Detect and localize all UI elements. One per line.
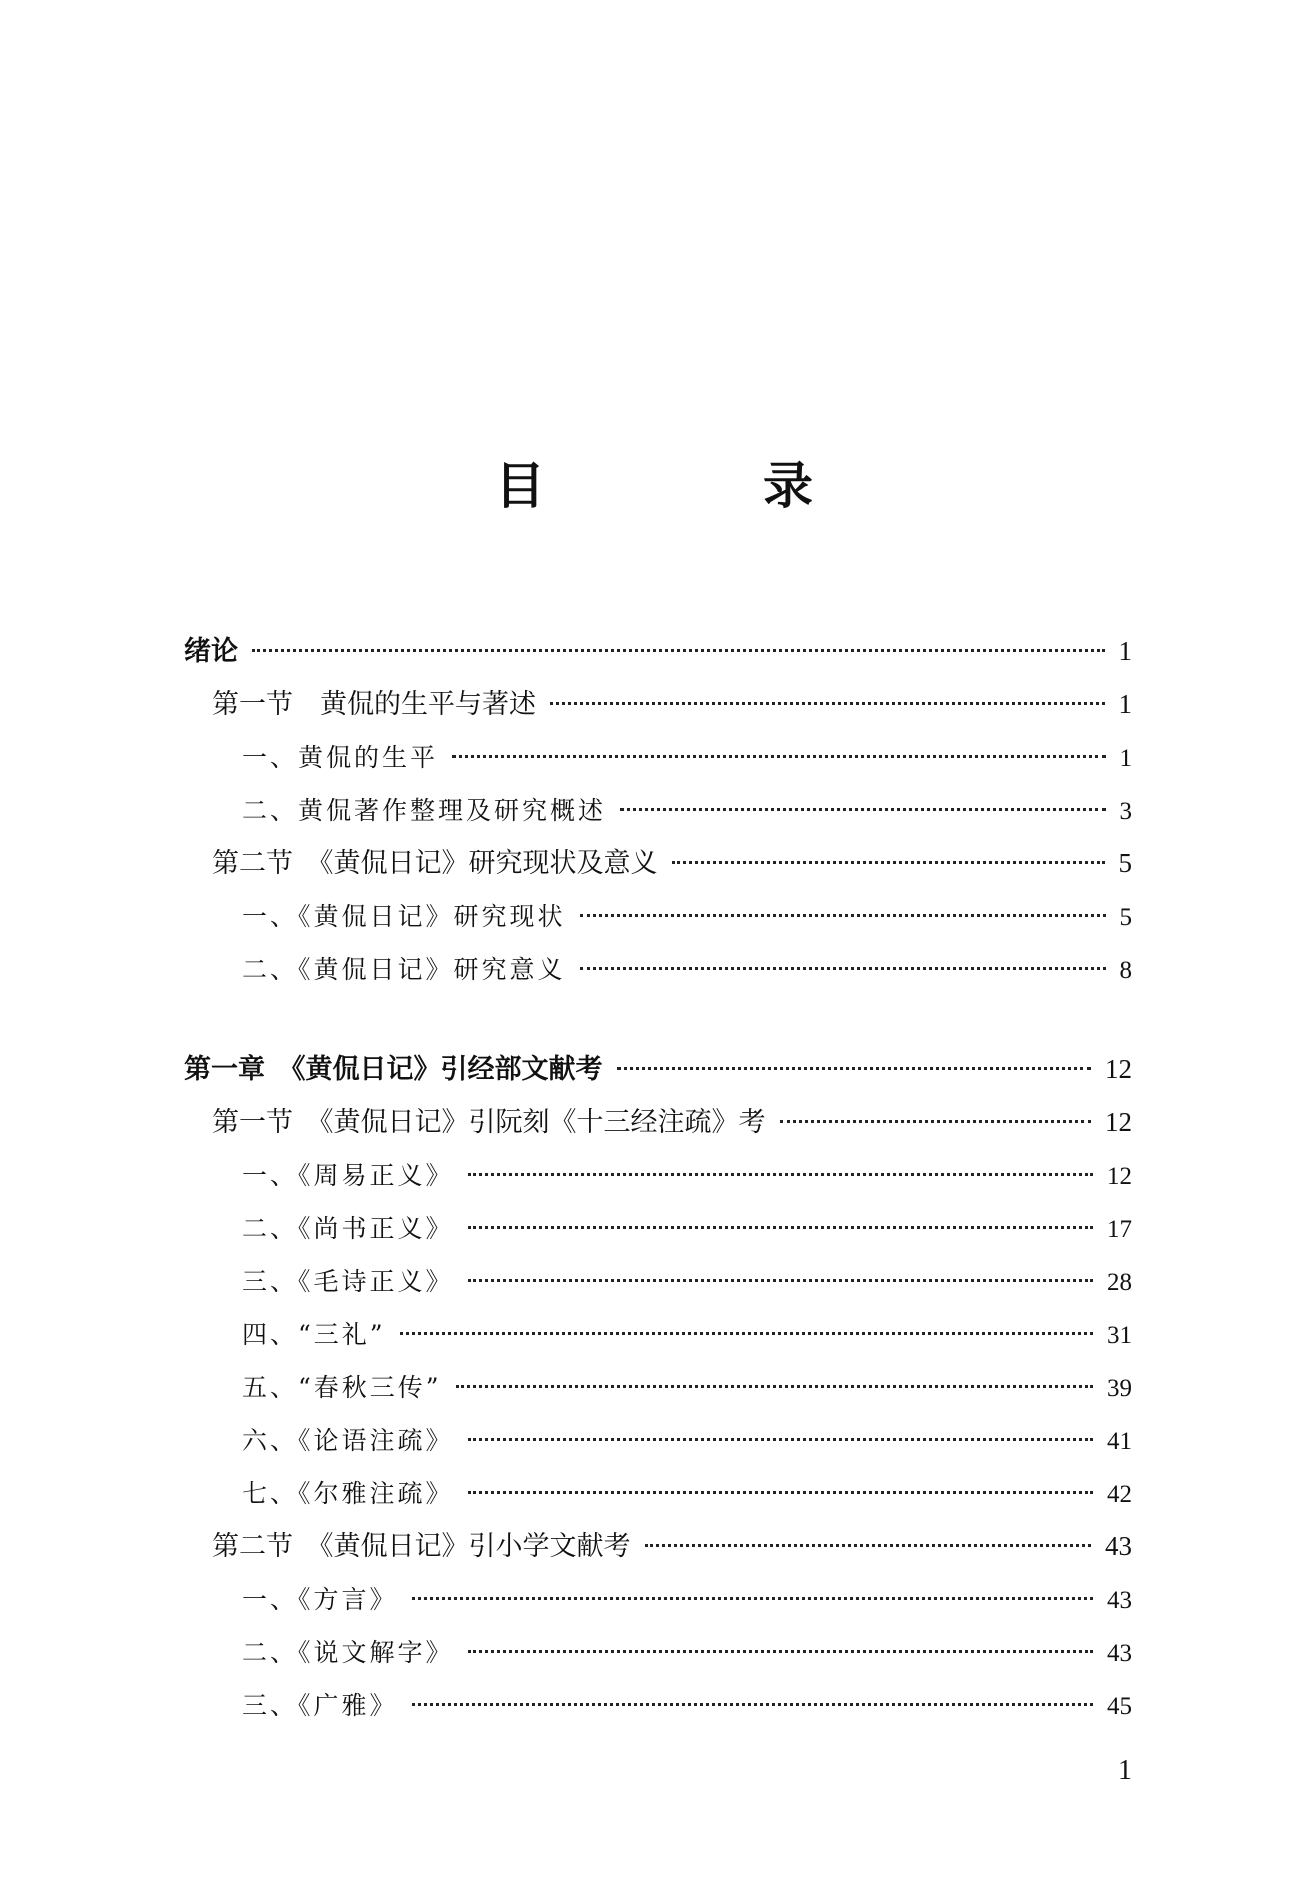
- toc-entry-page: 43: [1107, 1587, 1132, 1614]
- dot-leader: [672, 861, 1105, 864]
- toc-entry-page: 1: [1118, 689, 1132, 719]
- toc-entry-title: 三、《毛诗正义》: [242, 1267, 454, 1296]
- toc-entry-title: 第二节 《黄侃日记》研究现状及意义: [212, 848, 658, 879]
- dot-leader: [617, 1067, 1092, 1070]
- toc-entry[interactable]: [184, 1043, 1132, 1096]
- toc-entry-page: 42: [1107, 1481, 1132, 1508]
- toc-entry-title: 三、《广雅》: [242, 1691, 398, 1720]
- toc-entry-title: 第一节 黄侃的生平与著述: [212, 689, 536, 720]
- dot-leader: [468, 1438, 1093, 1441]
- toc-entry-page: 12: [1105, 1107, 1132, 1137]
- toc-entry-page: 1: [1118, 636, 1132, 666]
- toc-entry-title: 第二节 《黄侃日记》引小学文献考: [212, 1531, 631, 1562]
- page-title: 目 录: [495, 457, 897, 515]
- dot-leader: [412, 1703, 1093, 1706]
- toc-entry-page: 8: [1119, 957, 1132, 984]
- page-number: 1: [1118, 1755, 1132, 1786]
- toc-section: [184, 1043, 1132, 1732]
- dot-leader: [580, 914, 1106, 917]
- toc-entry-title: 二、黄侃著作整理及研究概述: [242, 796, 607, 825]
- toc-entry-page: 3: [1119, 798, 1132, 825]
- toc-entry[interactable]: [184, 1414, 1132, 1467]
- dot-leader: [645, 1544, 1092, 1547]
- toc-entry-title: 绪论: [184, 636, 238, 667]
- toc-entry-title: 五、“春秋三传”: [242, 1373, 442, 1402]
- toc-entry-title: 一、《周易正义》: [242, 1161, 454, 1190]
- toc-entry[interactable]: [184, 1520, 1132, 1573]
- dot-leader: [456, 1385, 1093, 1388]
- toc-entry[interactable]: [184, 943, 1132, 996]
- toc-entry-page: 5: [1118, 848, 1132, 878]
- toc-entry[interactable]: [184, 625, 1132, 678]
- toc-entry-page: 1: [1119, 745, 1132, 772]
- dot-leader: [252, 649, 1105, 652]
- toc-entry[interactable]: [184, 784, 1132, 837]
- toc-entry-page: 41: [1107, 1428, 1132, 1455]
- toc-entry-page: 12: [1107, 1163, 1132, 1190]
- toc-entry-title: 二、《尚书正义》: [242, 1214, 454, 1243]
- toc-entry[interactable]: [184, 890, 1132, 943]
- dot-leader: [550, 702, 1105, 705]
- toc-entry-title: 第一节 《黄侃日记》引阮刻《十三经注疏》考: [212, 1107, 766, 1138]
- dot-leader: [468, 1491, 1093, 1494]
- toc-entry-title: 一、黄侃的生平: [242, 743, 439, 772]
- toc-entry[interactable]: [184, 1202, 1132, 1255]
- toc-entry-title: 六、《论语注疏》: [242, 1426, 454, 1455]
- toc-entry[interactable]: [184, 1255, 1132, 1308]
- toc-entry-title: 七、《尔雅注疏》: [242, 1479, 454, 1508]
- dot-leader: [468, 1279, 1093, 1282]
- toc-entry[interactable]: [184, 1573, 1132, 1626]
- toc-entry[interactable]: [184, 1361, 1132, 1414]
- toc-entry-page: 28: [1107, 1269, 1132, 1296]
- toc-entry-title: 一、《黄侃日记》研究现状: [242, 902, 566, 931]
- toc-entry-title: 四、“三礼”: [242, 1320, 386, 1349]
- toc-section: [184, 625, 1132, 996]
- dot-leader: [412, 1597, 1093, 1600]
- dot-leader: [468, 1650, 1093, 1653]
- toc-entry[interactable]: [184, 1308, 1132, 1361]
- dot-leader: [452, 755, 1105, 758]
- dot-leader: [468, 1173, 1093, 1176]
- toc-entry-page: 12: [1105, 1054, 1132, 1084]
- toc-entry[interactable]: [184, 1467, 1132, 1520]
- toc-entry-title: 一、《方言》: [242, 1585, 398, 1614]
- toc-entry-title: 二、《黄侃日记》研究意义: [242, 955, 566, 984]
- toc-entry[interactable]: [184, 678, 1132, 731]
- dot-leader: [580, 967, 1106, 970]
- dot-leader: [400, 1332, 1093, 1335]
- toc-entry[interactable]: [184, 1096, 1132, 1149]
- toc-entry-page: 39: [1107, 1375, 1132, 1402]
- dot-leader: [468, 1226, 1093, 1229]
- toc-entry[interactable]: [184, 1626, 1132, 1679]
- toc-entry[interactable]: [184, 731, 1132, 784]
- toc-entry-title: 第一章 《黄侃日记》引经部文献考: [184, 1054, 603, 1085]
- dot-leader: [620, 808, 1105, 811]
- toc-entry[interactable]: [184, 837, 1132, 890]
- toc-entry-page: 43: [1105, 1531, 1132, 1561]
- toc-entry-page: 31: [1107, 1322, 1132, 1349]
- toc-entry[interactable]: [184, 1149, 1132, 1202]
- toc-entry-page: 5: [1119, 904, 1132, 931]
- dot-leader: [780, 1120, 1092, 1123]
- toc-entry[interactable]: [184, 1679, 1132, 1732]
- toc-entry-page: 45: [1107, 1693, 1132, 1720]
- toc-entry-page: 43: [1107, 1640, 1132, 1667]
- toc-entry-page: 17: [1107, 1216, 1132, 1243]
- toc-entry-title: 二、《说文解字》: [242, 1638, 454, 1667]
